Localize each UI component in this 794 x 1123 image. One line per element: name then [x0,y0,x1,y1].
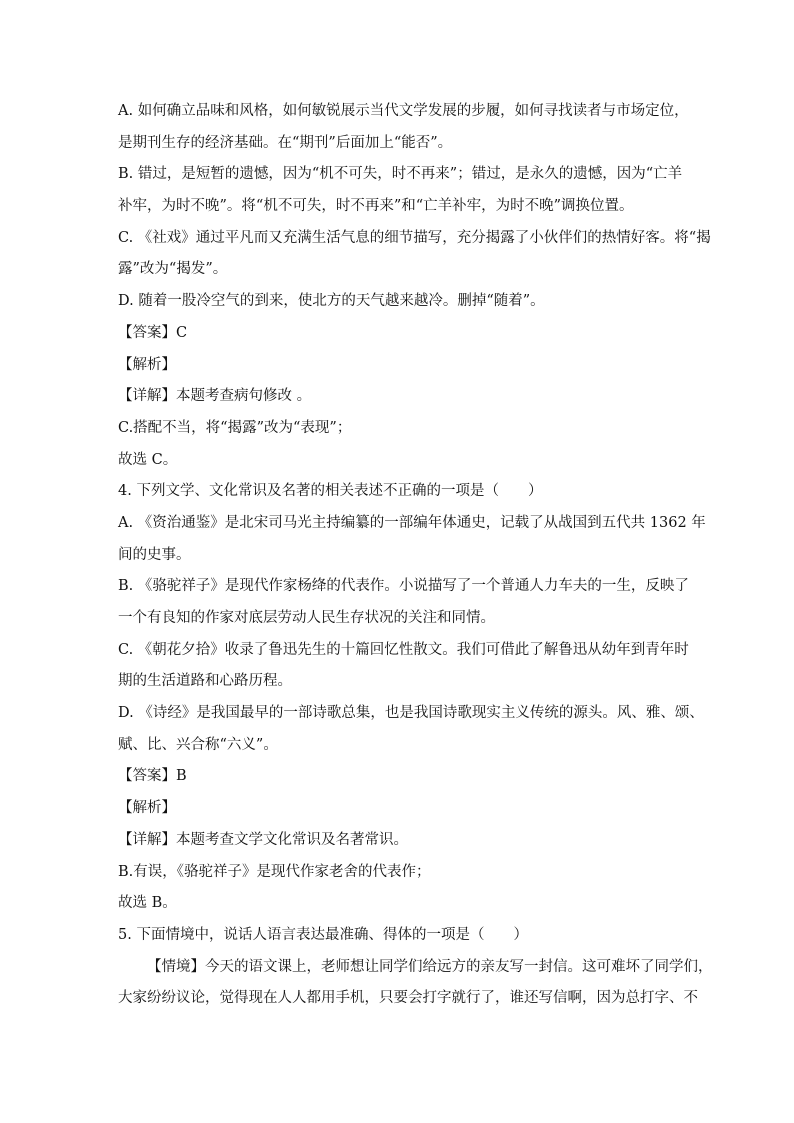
question-4: 4. 下列文学、文化常识及名著的相关表述不正确的一项是（ ） [118,483,543,500]
text-line: C. 《朝花夕拾》收录了鲁迅先生的十篇回忆性散文。我们可借此了解鲁迅从幼年到青年时 [118,641,689,658]
text-line: 大家纷纷议论，觉得现在人人都用手机，只要会打字就行了，谁还写信啊，因为总打字、不 [118,990,698,1007]
answer-label: 【答案】B [118,768,187,785]
text-line: 是期刊生存的经济基础。在“期刊”后面加上“能否”。 [118,134,453,151]
detail-label: 【详解】本题考查文学文化常识及名著常识。 [118,831,408,848]
text-line: 间的史事。 [118,546,191,563]
text-line: B. 《骆驼祥子》是现代作家杨绛的代表作。小说描写了一个普通人力车夫的一生，反映了 [118,578,689,595]
text-line: B.有误，《骆驼祥子》是现代作家老舍的代表作； [118,863,431,880]
text-line: 一个有良知的作家对底层劳动人民生存状况的关注和同情。 [118,610,495,626]
analysis-label: 【解析】 [118,356,176,373]
text-line: C. 《社戏》通过平凡而又充满生活气息的细节描写，充分揭露了小伙伴们的热情好客。将“揭 [118,229,711,246]
question-5: 5. 下面情境中，说话人语言表达最准确、得体的一项是（ ） [118,926,528,943]
text-line: 【情境】今天的语文课上，老师想让同学们给远方的亲友写一封信。这可难坏了同学们， [147,958,713,975]
text-line: A. 《资治通鉴》是北宋司马光主持编纂的一部编年体通史，记载了从战国到五代共 1362 年 [118,514,706,531]
text-line: B. 错过，是短暂的遗憾，因为“机不可失，时不再来”；错过，是永久的遗憾，因为“亡羊 [118,166,683,183]
analysis-label: 【解析】 [118,800,176,817]
text-line: 故选 C。 [118,451,178,468]
text-line: D. 《诗经》是我国最早的一部诗歌总集，也是我国诗歌现实主义传统的源头。风、雅、颂、 [118,705,704,722]
answer-label: 【答案】C [118,324,188,341]
text-line: C.搭配不当，将“揭露”改为“表现”； [118,419,352,436]
text-line: 故选 B。 [118,895,177,912]
text-line: 赋、比、兴合称“六义”。 [118,736,278,753]
detail-label: 【详解】本题考查病句修改 。 [118,388,312,405]
text-line: 露”改为“揭发”。 [118,261,228,278]
document-page [118,96,713,1015]
text-line: 期的生活道路和心路历程。 [118,673,292,690]
text-line: A. 如何确立品味和风格，如何敏锐展示当代文学发展的步履，如何寻找读者与市场定位， [118,103,689,119]
text-line: 补牢，为时不晚”。将“机不可失，时不再来”和“亡羊补牢，为时不晚”调换位置。 [118,198,634,215]
text-line: D. 随着一股冷空气的到来，使北方的天气越来越冷。删掉“随着”。 [118,293,545,310]
